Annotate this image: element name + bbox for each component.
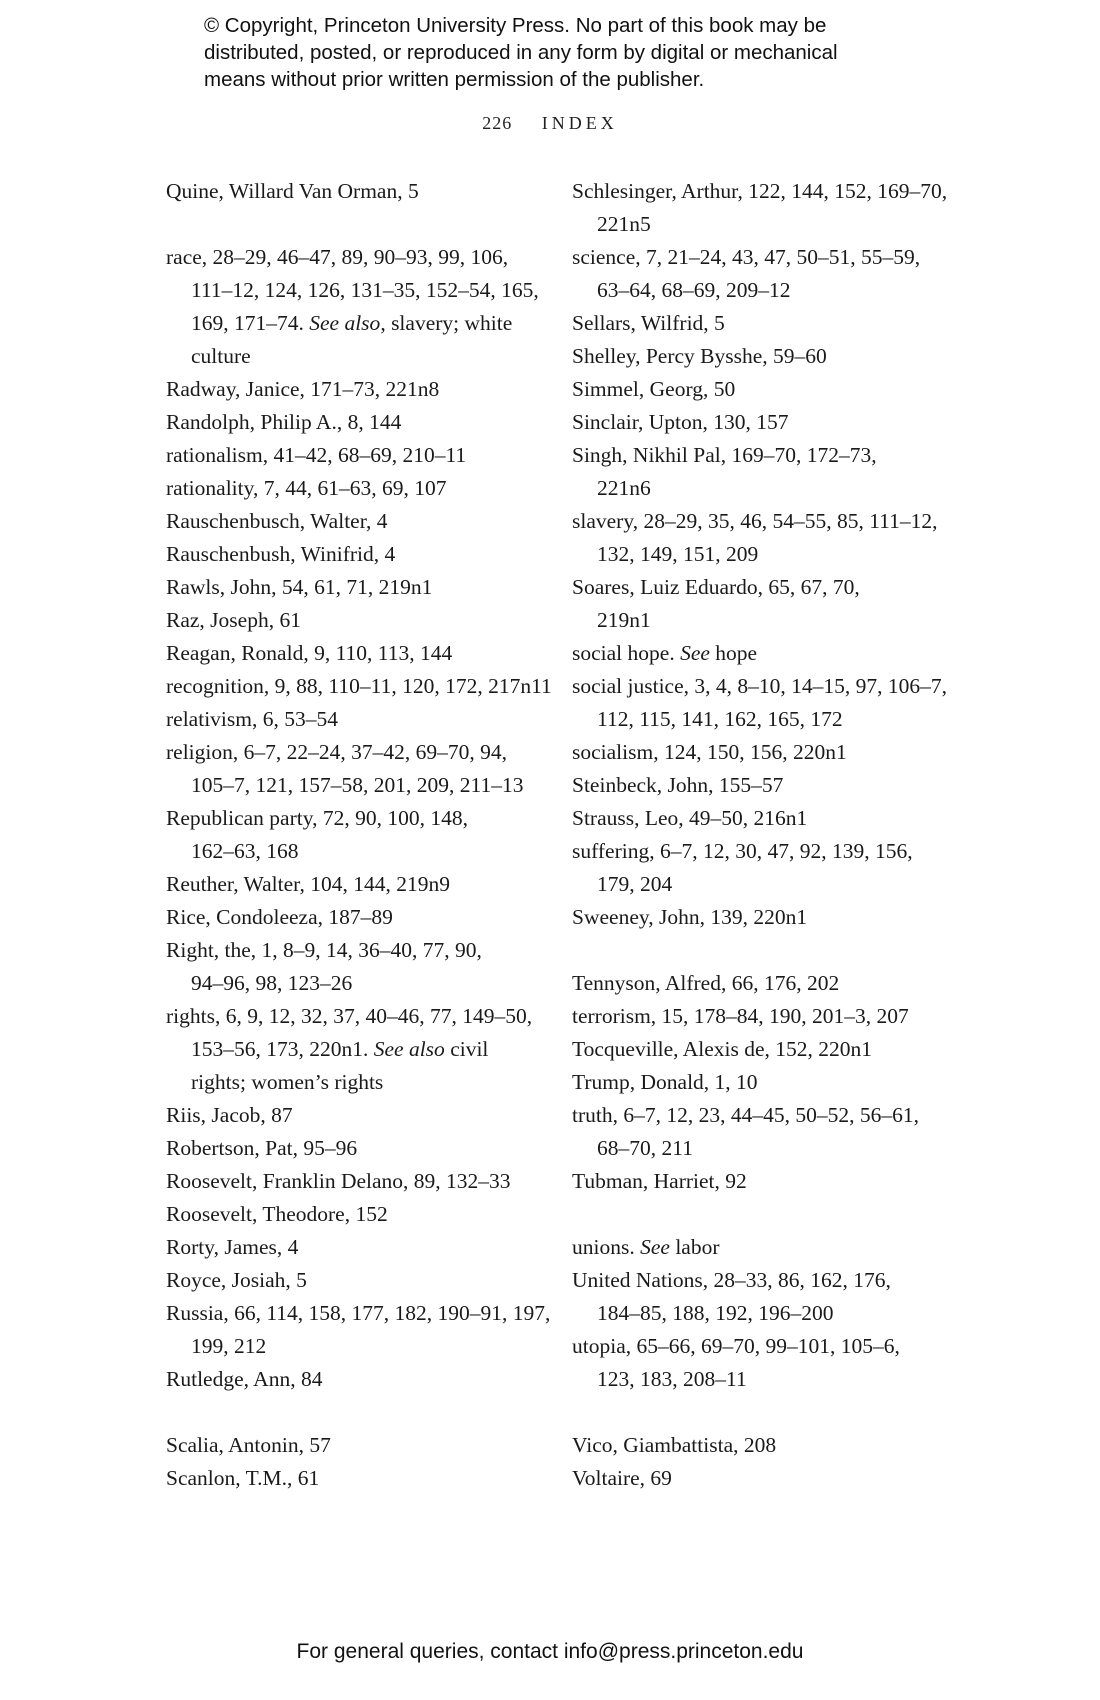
footer-contact: For general queries, contact info@press.princeton.edu: [296, 1640, 804, 1663]
index-entry: [166, 1363, 546, 1396]
index-entry-heading: unions. See labor: [572, 1235, 720, 1259]
index-entry-heading: Strauss, Leo, 49–50, 216n1: [572, 806, 808, 830]
index-entry-heading: Right, the, 1, 8–9, 14, 36–40, 77, 90,: [166, 938, 482, 962]
index-entry-heading: United Nations, 28–33, 86, 162, 176,: [572, 1268, 891, 1292]
index-entry-heading: rights, 6, 9, 12, 32, 37, 40–46, 77, 149–50,: [166, 1004, 533, 1028]
index-entry-heading: terrorism, 15, 178–84, 190, 201–3, 207: [572, 1004, 909, 1028]
copyright-notice: [204, 12, 964, 93]
index-entry: [572, 670, 952, 736]
index-entry-heading: Scanlon, T.M., 61: [166, 1466, 320, 1490]
index-entry-continuation: 105–7, 121, 157–58, 201, 209, 211–13: [191, 773, 524, 797]
running-head-title: INDEX: [541, 113, 618, 133]
index-entry: [166, 868, 546, 901]
index-entry-continuation: rights; women’s rights: [191, 1070, 384, 1094]
index-entry: [166, 505, 546, 538]
index-column-left: [166, 175, 552, 1495]
index-entry-heading: Roosevelt, Franklin Delano, 89, 132–33: [166, 1169, 511, 1193]
copyright-line: means without prior written permission of the publisher.: [204, 68, 705, 91]
index-entry: [572, 439, 952, 505]
index-entry-heading: social justice, 3, 4, 8–10, 14–15, 97, 106–7,: [572, 674, 948, 698]
index-entry: [166, 637, 546, 670]
index-entry: [572, 1033, 952, 1066]
index-entry: [572, 571, 952, 637]
index-entry: [572, 1231, 952, 1264]
index-entry-heading: Steinbeck, John, 155–57: [572, 773, 784, 797]
index-entry-heading: suffering, 6–7, 12, 30, 47, 92, 139, 156,: [572, 839, 913, 863]
index-entry: [572, 373, 952, 406]
index-column-right: [572, 175, 952, 1495]
index-entry: [166, 703, 546, 736]
index-entry-heading: science, 7, 21–24, 43, 47, 50–51, 55–59,: [572, 245, 921, 269]
copyright-line: distributed, posted, or reproduced in any form by digital or mechanical: [204, 41, 838, 64]
index-entry: [572, 241, 952, 307]
index-entry-heading: socialism, 124, 150, 156, 220n1: [572, 740, 847, 764]
index-entry: [166, 736, 546, 802]
index-entry: [572, 769, 952, 802]
index-entry: [166, 406, 546, 439]
index-entry-continuation: 94–96, 98, 123–26: [191, 971, 353, 995]
index-entry: [166, 439, 546, 472]
index-entry: [572, 1000, 952, 1033]
index-entry: [166, 604, 546, 637]
index-entry: [166, 1429, 546, 1462]
index-entry: [166, 802, 546, 868]
index-entry-continuation: culture: [191, 344, 251, 368]
index-entry: [166, 571, 546, 604]
index-entry-continuation: 123, 183, 208–11: [597, 1367, 747, 1391]
running-head: [0, 113, 1100, 134]
index-entry-heading: Vico, Giambattista, 208: [572, 1433, 777, 1457]
letter-group-gap: [572, 1198, 952, 1231]
index-entry: [572, 1462, 952, 1495]
index-entry-heading: Reagan, Ronald, 9, 110, 113, 144: [166, 641, 453, 665]
index-entry: [166, 1264, 546, 1297]
index-entry-continuation: 221n6: [597, 476, 651, 500]
index-entry: [166, 1231, 546, 1264]
index-entry-continuation: 111–12, 124, 126, 131–35, 152–54, 165,: [191, 278, 539, 302]
letter-group-gap: [166, 208, 546, 241]
index-entry-heading: Rorty, James, 4: [166, 1235, 299, 1259]
letter-group-gap: [572, 1396, 952, 1429]
index-entry-heading: Royce, Josiah, 5: [166, 1268, 307, 1292]
index-entry-heading: Raz, Joseph, 61: [166, 608, 301, 632]
index-entry: [572, 1066, 952, 1099]
index-entry-heading: slavery, 28–29, 35, 46, 54–55, 85, 111–12,: [572, 509, 938, 533]
index-entry: [572, 1264, 952, 1330]
index-entry-heading: Sellars, Wilfrid, 5: [572, 311, 725, 335]
index-entry: [572, 967, 952, 1000]
index-entry-heading: Soares, Luiz Eduardo, 65, 67, 70,: [572, 575, 860, 599]
index-entry-continuation: 162–63, 168: [191, 839, 299, 863]
index-entry-heading: relativism, 6, 53–54: [166, 707, 338, 731]
letter-group-gap: [572, 934, 952, 967]
index-entry: [572, 505, 952, 571]
index-entry-continuation: 63–64, 68–69, 209–12: [597, 278, 791, 302]
index-entry-heading: Voltaire, 69: [572, 1466, 672, 1490]
index-entry-heading: Tubman, Harriet, 92: [572, 1169, 747, 1193]
index-entry-continuation: 68–70, 211: [597, 1136, 693, 1160]
index-entry-continuation: 221n5: [597, 212, 651, 236]
index-entry: [166, 1462, 546, 1495]
index-entry: [166, 373, 546, 406]
index-entry-continuation: 112, 115, 141, 162, 165, 172: [597, 707, 843, 731]
index-entry-heading: rationalism, 41–42, 68–69, 210–11: [166, 443, 467, 467]
index-entry-heading: rationality, 7, 44, 61–63, 69, 107: [166, 476, 447, 500]
index-entry-heading: Randolph, Philip A., 8, 144: [166, 410, 402, 434]
index-entry-heading: Scalia, Antonin, 57: [166, 1433, 331, 1457]
index-entry: [572, 1099, 952, 1165]
index-entry: [166, 241, 546, 373]
index-entry: [166, 175, 546, 208]
index-entry-heading: Schlesinger, Arthur, 122, 144, 152, 169–70,: [572, 179, 948, 203]
index-entry-heading: Rice, Condoleeza, 187–89: [166, 905, 393, 929]
index-entry: [166, 670, 552, 703]
index-entry-heading: Robertson, Pat, 95–96: [166, 1136, 358, 1160]
index-entry-continuation: 153–56, 173, 220n1. See also civil: [191, 1037, 489, 1061]
index-entry-heading: religion, 6–7, 22–24, 37–42, 69–70, 94,: [166, 740, 507, 764]
index-entry: [572, 1330, 952, 1396]
index-entry-continuation: 199, 212: [191, 1334, 267, 1358]
index-entry-heading: Rauschenbush, Winifrid, 4: [166, 542, 396, 566]
index-entry: [166, 1198, 546, 1231]
index-entry-heading: Tennyson, Alfred, 66, 176, 202: [572, 971, 840, 995]
letter-group-gap: [166, 1396, 546, 1429]
index-entry-heading: Reuther, Walter, 104, 144, 219n9: [166, 872, 450, 896]
index-entry: [572, 1429, 952, 1462]
index-entry-heading: Rauschenbusch, Walter, 4: [166, 509, 388, 533]
index-entry: [166, 934, 546, 1000]
index-entry-heading: Singh, Nikhil Pal, 169–70, 172–73,: [572, 443, 877, 467]
index-entry: [166, 1132, 546, 1165]
index-entry-heading: race, 28–29, 46–47, 89, 90–93, 99, 106,: [166, 245, 509, 269]
index-entry-continuation: 219n1: [597, 608, 651, 632]
index-entry: [572, 175, 952, 241]
index-entry-heading: recognition, 9, 88, 110–11, 120, 172, 217n11: [166, 674, 552, 698]
index-entry: [572, 835, 952, 901]
copyright-line: © Copyright, Princeton University Press. No part of this book may be: [204, 14, 827, 37]
index-entry: [572, 340, 952, 373]
index-entry-heading: Republican party, 72, 90, 100, 148,: [166, 806, 468, 830]
index-entry: [572, 1165, 952, 1198]
index-entry-continuation: 169, 171–74. See also, slavery; white: [191, 311, 513, 335]
index-entry-heading: Radway, Janice, 171–73, 221n8: [166, 377, 440, 401]
index-entry: [166, 1000, 546, 1099]
index-entry: [166, 472, 546, 505]
index-entry: [572, 406, 952, 439]
index-entry: [166, 901, 546, 934]
index-entry-heading: Roosevelt, Theodore, 152: [166, 1202, 388, 1226]
index-entry-heading: Rutledge, Ann, 84: [166, 1367, 323, 1391]
index-entry: [166, 1165, 546, 1198]
index-entry-heading: Rawls, John, 54, 61, 71, 219n1: [166, 575, 433, 599]
index-entry-heading: Simmel, Georg, 50: [572, 377, 736, 401]
index-entry: [572, 736, 952, 769]
index-entry-heading: Sinclair, Upton, 130, 157: [572, 410, 789, 434]
index-entry-heading: Tocqueville, Alexis de, 152, 220n1: [572, 1037, 873, 1061]
index-entry-heading: Russia, 66, 114, 158, 177, 182, 190–91, 197,: [166, 1301, 551, 1325]
page-number: 226: [482, 113, 513, 133]
index-entry: [572, 901, 952, 934]
index-entry-continuation: 179, 204: [597, 872, 673, 896]
index-entry-heading: Riis, Jacob, 87: [166, 1103, 293, 1127]
index-entry-continuation: 132, 149, 151, 209: [597, 542, 759, 566]
index-entry-heading: Shelley, Percy Bysshe, 59–60: [572, 344, 827, 368]
index-entry-heading: truth, 6–7, 12, 23, 44–45, 50–52, 56–61,: [572, 1103, 919, 1127]
index-entry-continuation: 184–85, 188, 192, 196–200: [597, 1301, 834, 1325]
index-entry: [166, 1297, 551, 1363]
index-entry: [166, 538, 546, 571]
index-entry-heading: Trump, Donald, 1, 10: [572, 1070, 758, 1094]
index-entry: [572, 637, 952, 670]
index-entry: [166, 1099, 546, 1132]
index-entry-heading: social hope. See hope: [572, 641, 758, 665]
index-entry-heading: utopia, 65–66, 69–70, 99–101, 105–6,: [572, 1334, 900, 1358]
index-entry: [572, 802, 952, 835]
index-entry-heading: Quine, Willard Van Orman, 5: [166, 179, 419, 203]
index-entry: [572, 307, 952, 340]
index-entry-heading: Sweeney, John, 139, 220n1: [572, 905, 808, 929]
